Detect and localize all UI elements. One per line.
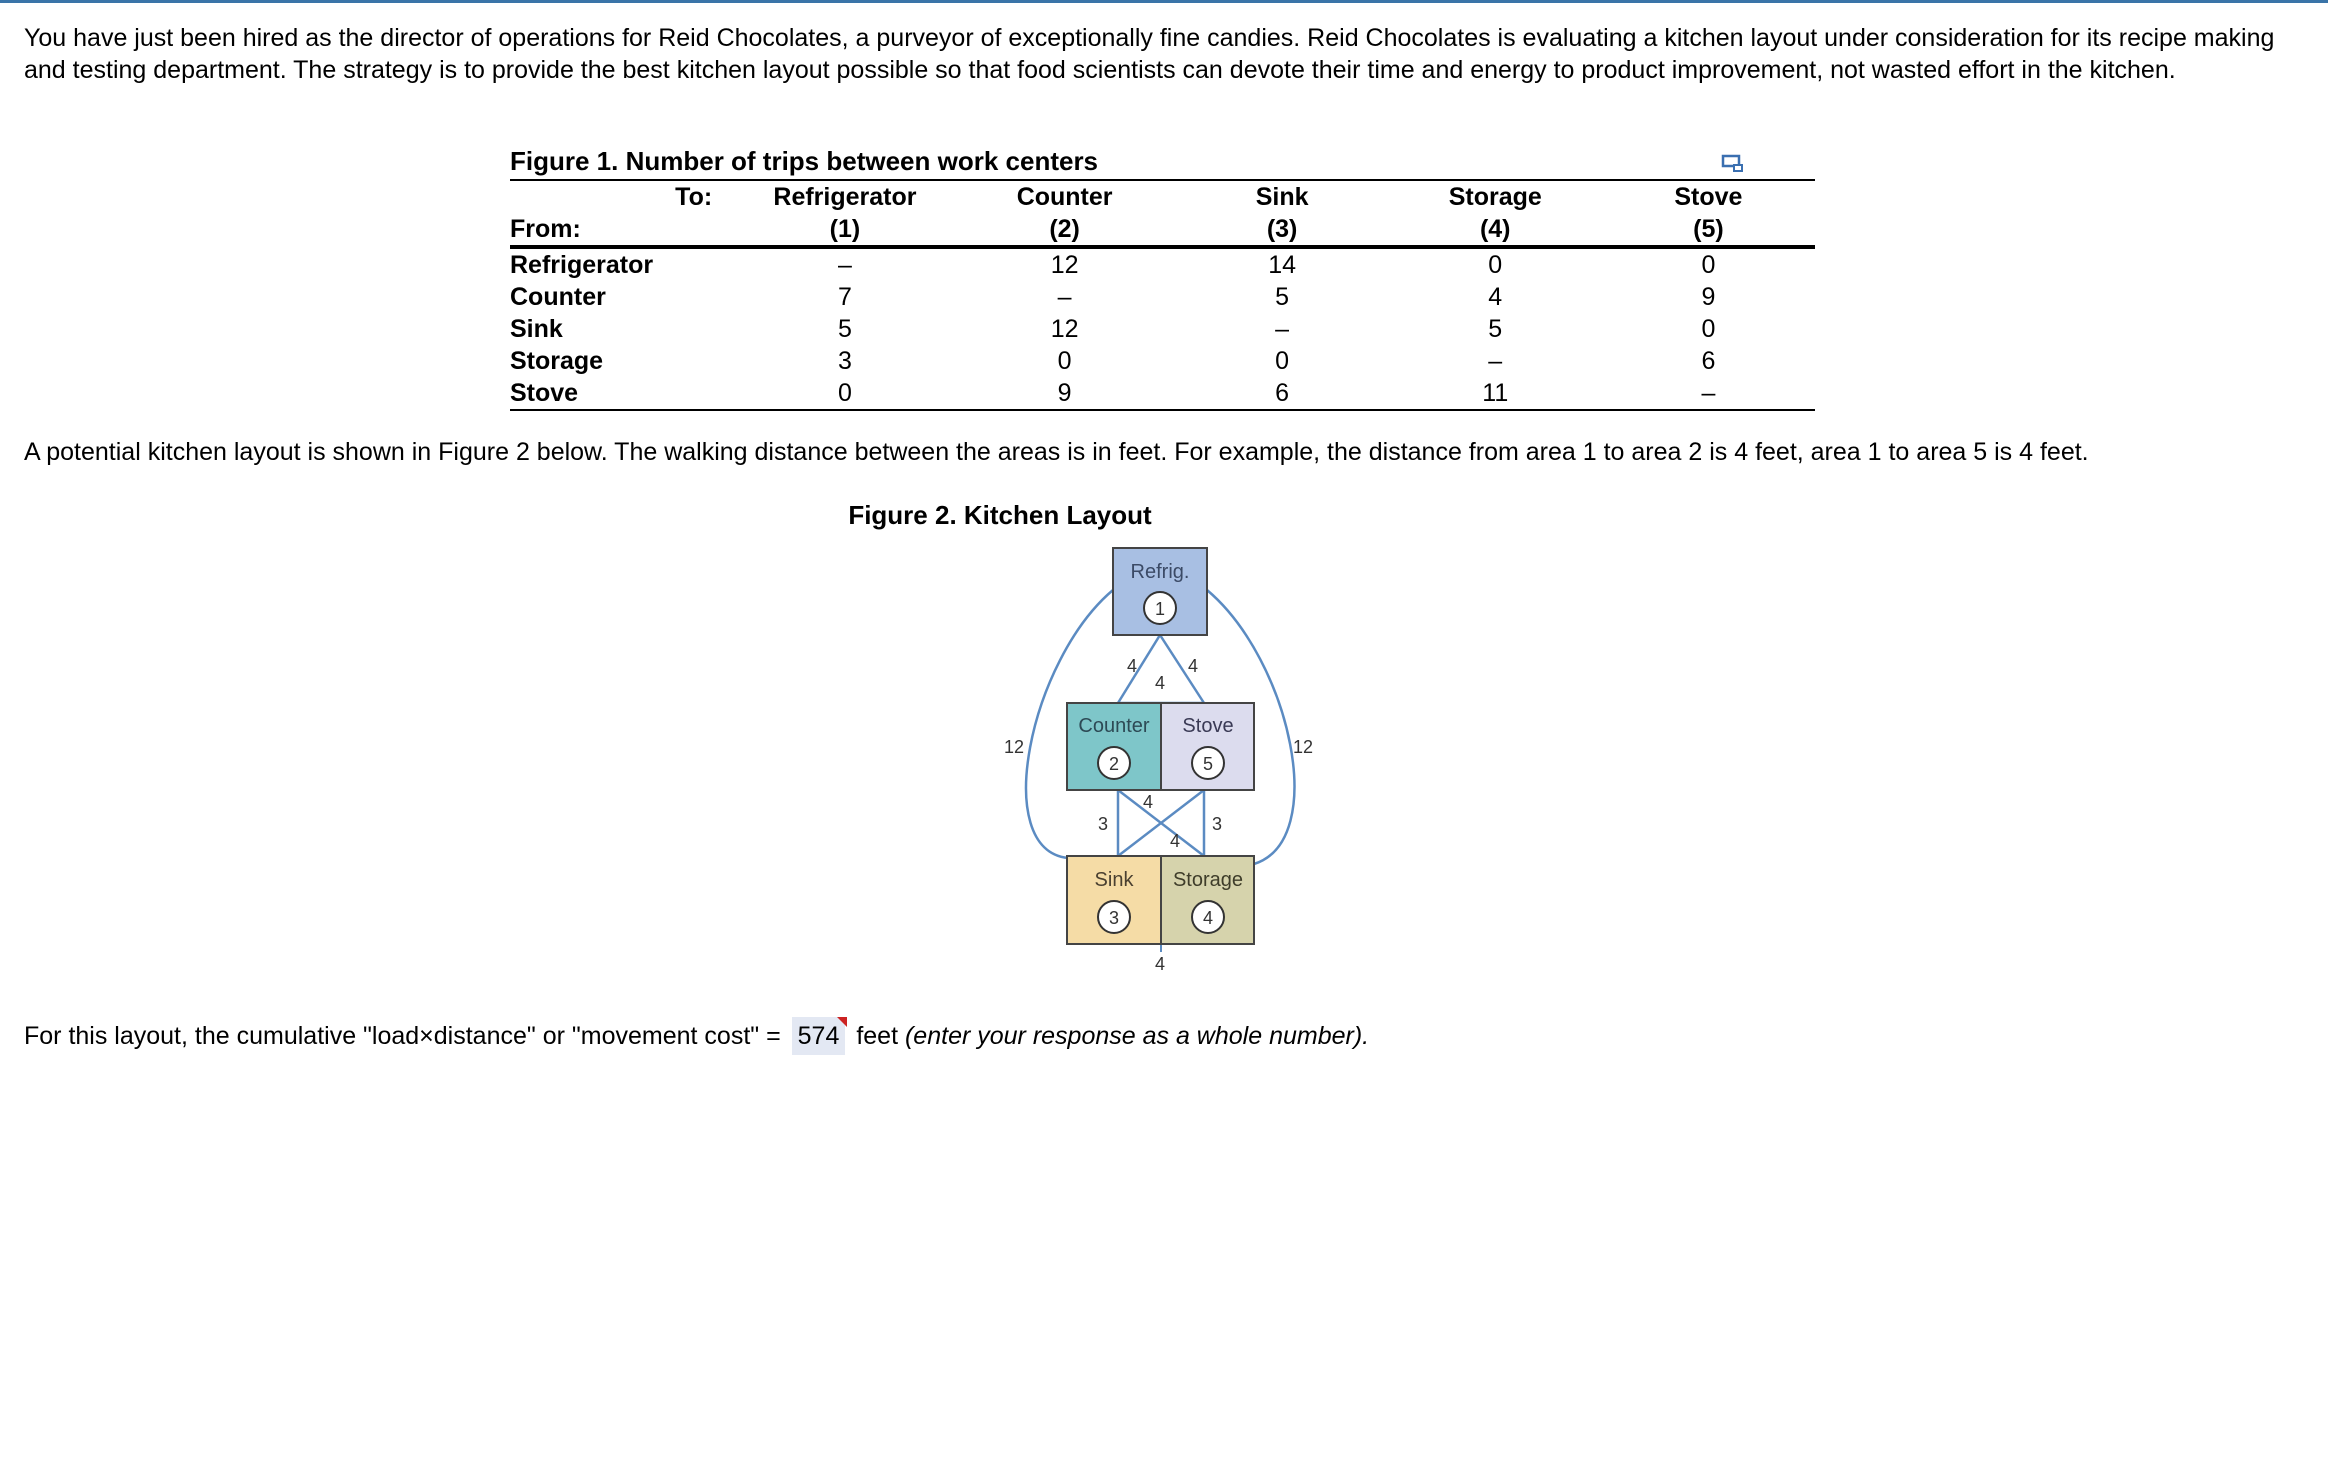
col-header-sink: Sink [1176,180,1389,213]
table-cell: – [1488,347,1503,375]
table-cell: – [1275,315,1290,343]
distance-label-5-4: 3 [1212,814,1223,834]
table-cell: 6 [1701,347,1716,375]
from-label: From: [510,213,736,247]
figure1-title: Figure 1. Number of trips between work centers [510,146,1099,176]
col-header-refrigerator: Refrigerator [736,180,954,213]
distance-label-2-3: 3 [1098,814,1109,834]
col-header-stove: Stove [1602,180,1815,213]
area-stove [1161,703,1254,790]
table-cell: 5 [1488,315,1503,343]
edge-1-2 [1118,635,1160,703]
col-header-storage: Storage [1389,180,1602,213]
counter-number: 2 [1108,754,1120,774]
table-cell: – [1057,283,1072,311]
col-num-2: (2) [954,213,1176,247]
distance-label-1-5: 4 [1188,656,1199,676]
kitchen-layout-diagram [1000,540,1340,990]
intro-paragraph: You have just been hired as the director of operations for Reid Chocolates, a purveyor of exceptionally fine candies. Reid Chocolates is evaluating a kitchen layout under consideration for its recipe making and testing department. The strategy is to provide the best kitchen layout possible so that food scientists can devote their time and energy to product improvement, not wasted effort in the kitchen. [24,24,2275,84]
table-cell: 3 [837,347,852,375]
table-row [510,313,1815,345]
col-header-counter: Counter [954,180,1176,213]
table-row [510,377,1815,410]
col-num-5: (5) [1602,213,1815,247]
sink-number: 3 [1108,908,1120,928]
col-num-4: (4) [1389,213,1602,247]
copy-table-icon[interactable] [1720,152,1750,176]
table-row [510,247,1815,281]
top-accent-bar [0,0,2328,3]
table-cell: 12 [1050,315,1079,343]
answer-prefix: For this layout, the cumulative "load×distance" or "movement cost" = [24,1022,781,1050]
table-cell: 0 [1488,251,1503,279]
table-cell: – [837,251,852,279]
distance-label-1-2: 4 [1127,656,1138,676]
table-cell: 5 [1275,283,1290,311]
distance-label-5-3: 4 [1143,792,1154,812]
table-cell: 7 [837,283,852,311]
row-label: Stove [510,377,736,410]
stove-number: 5 [1202,754,1214,774]
area-refrigerator [1113,548,1207,635]
row-label: Counter [510,283,606,311]
col-num-1: (1) [736,213,954,247]
stove-label: Stove [1182,715,1234,737]
table-cell: 0 [1701,315,1716,343]
table-cell: 4 [1488,283,1503,311]
answer-unit: feet [856,1022,899,1050]
layout-description: A potential kitchen layout is shown in Figure 2 below. The walking distance between the areas is in feet. For example, the distance from area 1 to area 2 is 4 feet, area 1 to area 5 is 4 feet. [24,438,2089,466]
storage-label: Storage [1172,869,1244,891]
table-cell: 12 [1050,251,1079,279]
distance-label-3-4: 4 [1155,954,1166,974]
table-header-row [510,180,1815,213]
table-cell: 0 [736,377,954,410]
table-cell: 5 [837,315,852,343]
table-cell: 0 [1057,347,1072,375]
table-cell: 0 [1275,347,1290,375]
distance-label-2-5: 4 [1155,673,1166,693]
area-sink [1067,856,1161,944]
row-label: Refrigerator [510,251,654,279]
figure2-title-wrap [0,500,2328,531]
figure2-title: Figure 2. Kitchen Layout [848,500,1152,530]
refrig-label: Refrig. [1130,561,1190,583]
distance-label-1-3: 12 [1004,737,1025,757]
counter-label: Counter [1078,715,1150,737]
distance-label-1-4: 12 [1293,737,1314,757]
answer-line [24,1017,1369,1055]
sink-label: Sink [1094,869,1134,891]
to-label: To: [510,180,736,213]
area-storage [1161,856,1254,944]
area-counter [1067,703,1161,790]
table-cell: – [1602,377,1815,410]
table-row [510,281,1815,313]
row-label: Storage [510,347,604,375]
trips-table [510,179,1815,411]
table-cell: 6 [1176,377,1389,410]
table-cell: 11 [1389,377,1602,410]
table-cell: 9 [954,377,1176,410]
distance-label-2-4: 4 [1170,831,1181,851]
table-cell: 0 [1701,251,1716,279]
table-cell: 9 [1701,283,1716,311]
table-header-row [510,213,1815,247]
refrig-number: 1 [1154,599,1166,619]
table-cell: 14 [1268,251,1296,279]
answer-instruction: (enter your response as a whole number). [904,1022,1370,1050]
answer-input[interactable]: 574 [792,1017,846,1055]
storage-number: 4 [1202,908,1214,928]
table-row [510,345,1815,377]
row-label: Sink [510,315,563,343]
col-num-3: (3) [1176,213,1389,247]
